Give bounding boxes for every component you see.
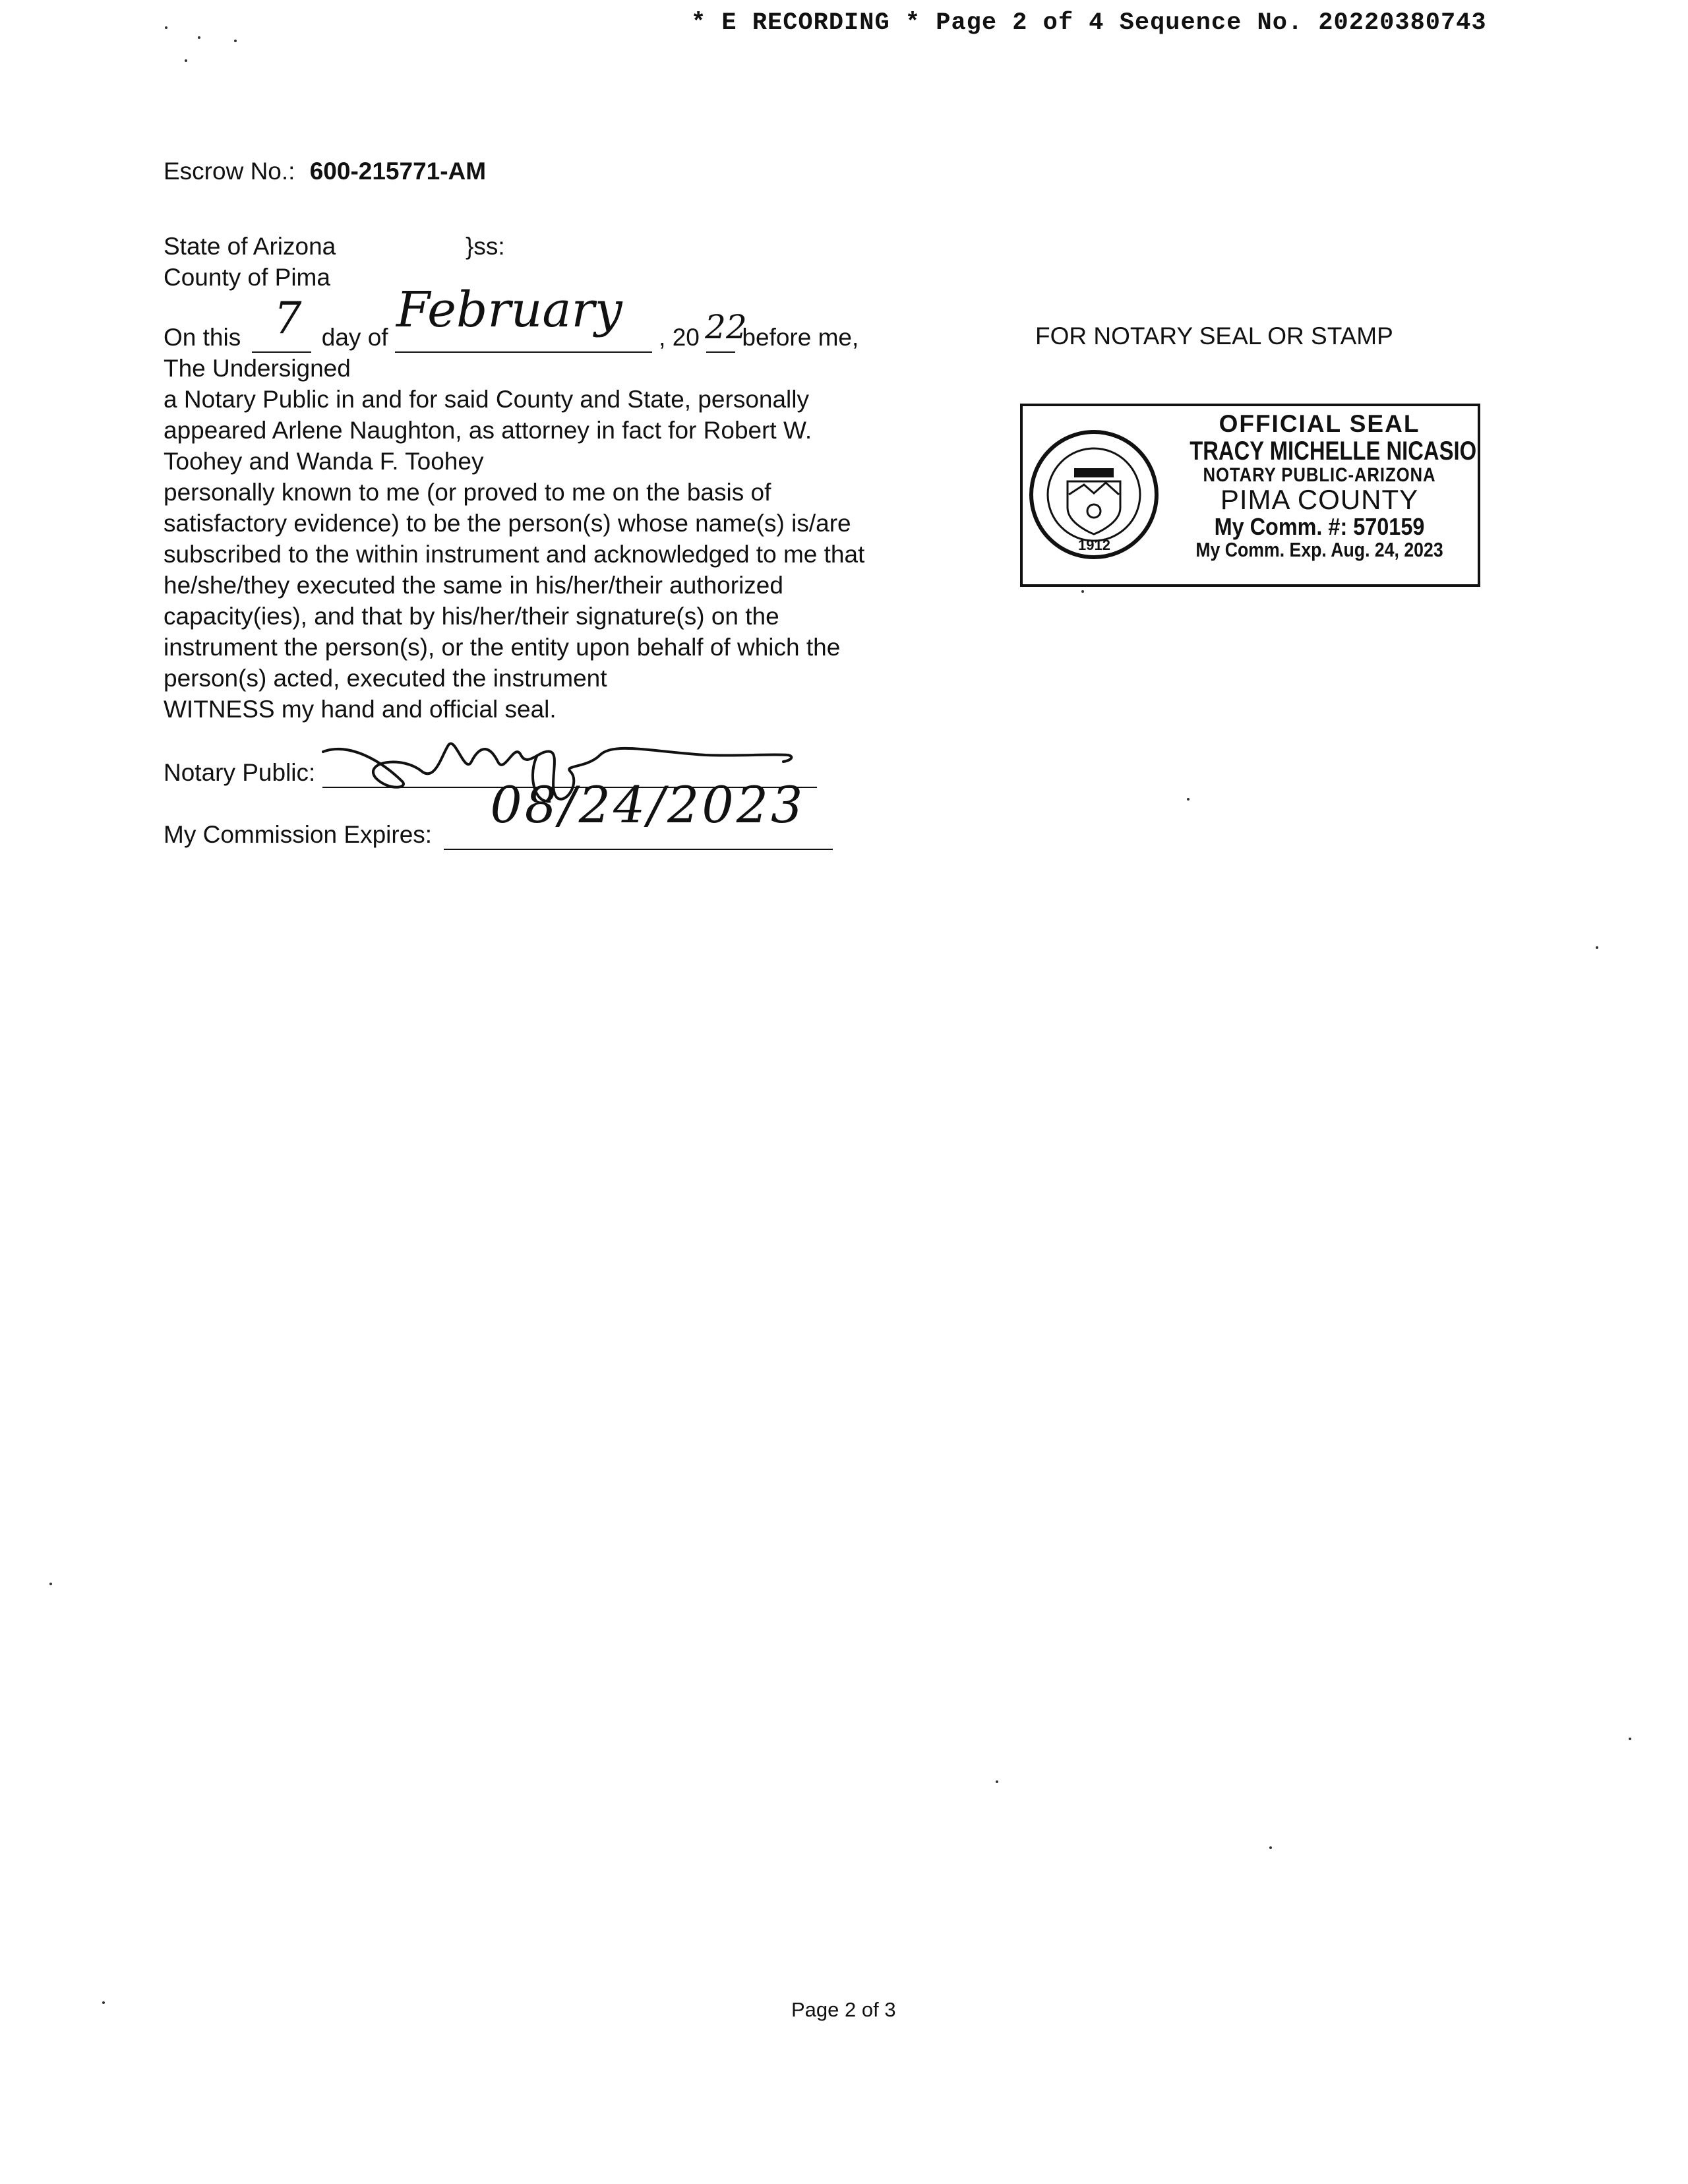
scan-speck <box>49 1583 52 1585</box>
body-line: person(s) acted, executed the instrument <box>164 665 607 692</box>
body-line: satisfactory evidence) to be the person(s) whose name(s) is/are <box>164 510 851 537</box>
stamp-comm-number: My Comm. #: 570159 <box>1214 513 1425 541</box>
month-field <box>395 282 652 353</box>
page-footer: Page 2 of 3 <box>791 1998 896 2021</box>
stamp-notary-name: TRACY MICHELLE NICASIO <box>1190 436 1477 466</box>
escrow-number: 600-215771-AM <box>309 158 487 185</box>
acknowledgment-body <box>164 384 864 725</box>
escrow-line <box>164 156 486 187</box>
scan-speck <box>102 2001 105 2004</box>
stamp-county: PIMA COUNTY <box>1220 484 1419 516</box>
body-line: capacity(ies), and that by his/her/their signature(s) on the <box>164 603 779 630</box>
body-line: personally known to me (or proved to me on the basis of <box>164 479 771 506</box>
scan-speck <box>234 40 237 42</box>
commission-value: 08/24/2023 <box>490 775 806 834</box>
scan-speck <box>1596 946 1598 949</box>
venue-ss: }ss: <box>466 233 505 260</box>
recording-header: * E RECORDING * Page 2 of 4 Sequence No. 20220380743 <box>691 9 1487 37</box>
day-of-text: day of <box>321 324 388 351</box>
body-line: subscribed to the within instrument and acknowledged to me that <box>164 541 865 568</box>
commission-field <box>444 775 833 850</box>
stamp-title: OFFICIAL SEAL <box>1219 410 1420 437</box>
commission-label: My Commission Expires: <box>164 821 433 848</box>
commission-line <box>164 775 833 850</box>
venue-state: State of Arizona <box>164 233 336 260</box>
body-line: instrument the person(s), or the entity upon behalf of which the <box>164 634 841 661</box>
venue-county: County of Pima <box>164 264 330 291</box>
scan-speck <box>1187 798 1190 801</box>
before-me-text: before me, <box>742 324 859 351</box>
scan-speck <box>165 26 167 29</box>
stamp-text-block <box>1161 411 1478 561</box>
notary-seal-stamp <box>1020 404 1480 587</box>
year-value: 22 <box>705 308 747 346</box>
body-line: appeared Arlene Naughton, as attorney in fact for Robert W. <box>164 417 812 444</box>
stamp-comm-expiry: My Comm. Exp. Aug. 24, 2023 <box>1195 538 1443 562</box>
body-line: he/she/they executed the same in his/her/their authorized <box>164 572 783 599</box>
scan-speck <box>185 59 187 62</box>
scan-speck <box>198 36 200 39</box>
witness-line: WITNESS my hand and official seal. <box>164 696 557 723</box>
scan-speck <box>996 1780 998 1783</box>
acknowledgment-date-line <box>164 282 859 353</box>
seal-area-label: FOR NOTARY SEAL OR STAMP <box>1035 322 1393 349</box>
scan-speck <box>1269 1846 1272 1849</box>
scan-speck <box>1629 1738 1631 1740</box>
day-value: 7 <box>274 293 302 344</box>
body-line: Toohey and Wanda F. Toohey <box>164 448 484 475</box>
scan-speck <box>1081 590 1084 593</box>
undersigned-text: The Undersigned <box>164 355 351 382</box>
year-field <box>705 308 747 353</box>
year-prefix-text: , 20 <box>659 324 700 351</box>
emblem-year: 1912 <box>1078 537 1110 553</box>
body-line: a Notary Public in and for said County and State, personally <box>164 386 810 413</box>
month-value: February <box>396 282 622 338</box>
on-this-text: On this <box>164 324 241 351</box>
stamp-notary-role: NOTARY PUBLIC-ARIZONA <box>1203 464 1436 486</box>
escrow-label: Escrow No.: <box>164 158 295 185</box>
day-field <box>252 293 311 353</box>
notary-label: Notary Public: <box>164 759 316 786</box>
